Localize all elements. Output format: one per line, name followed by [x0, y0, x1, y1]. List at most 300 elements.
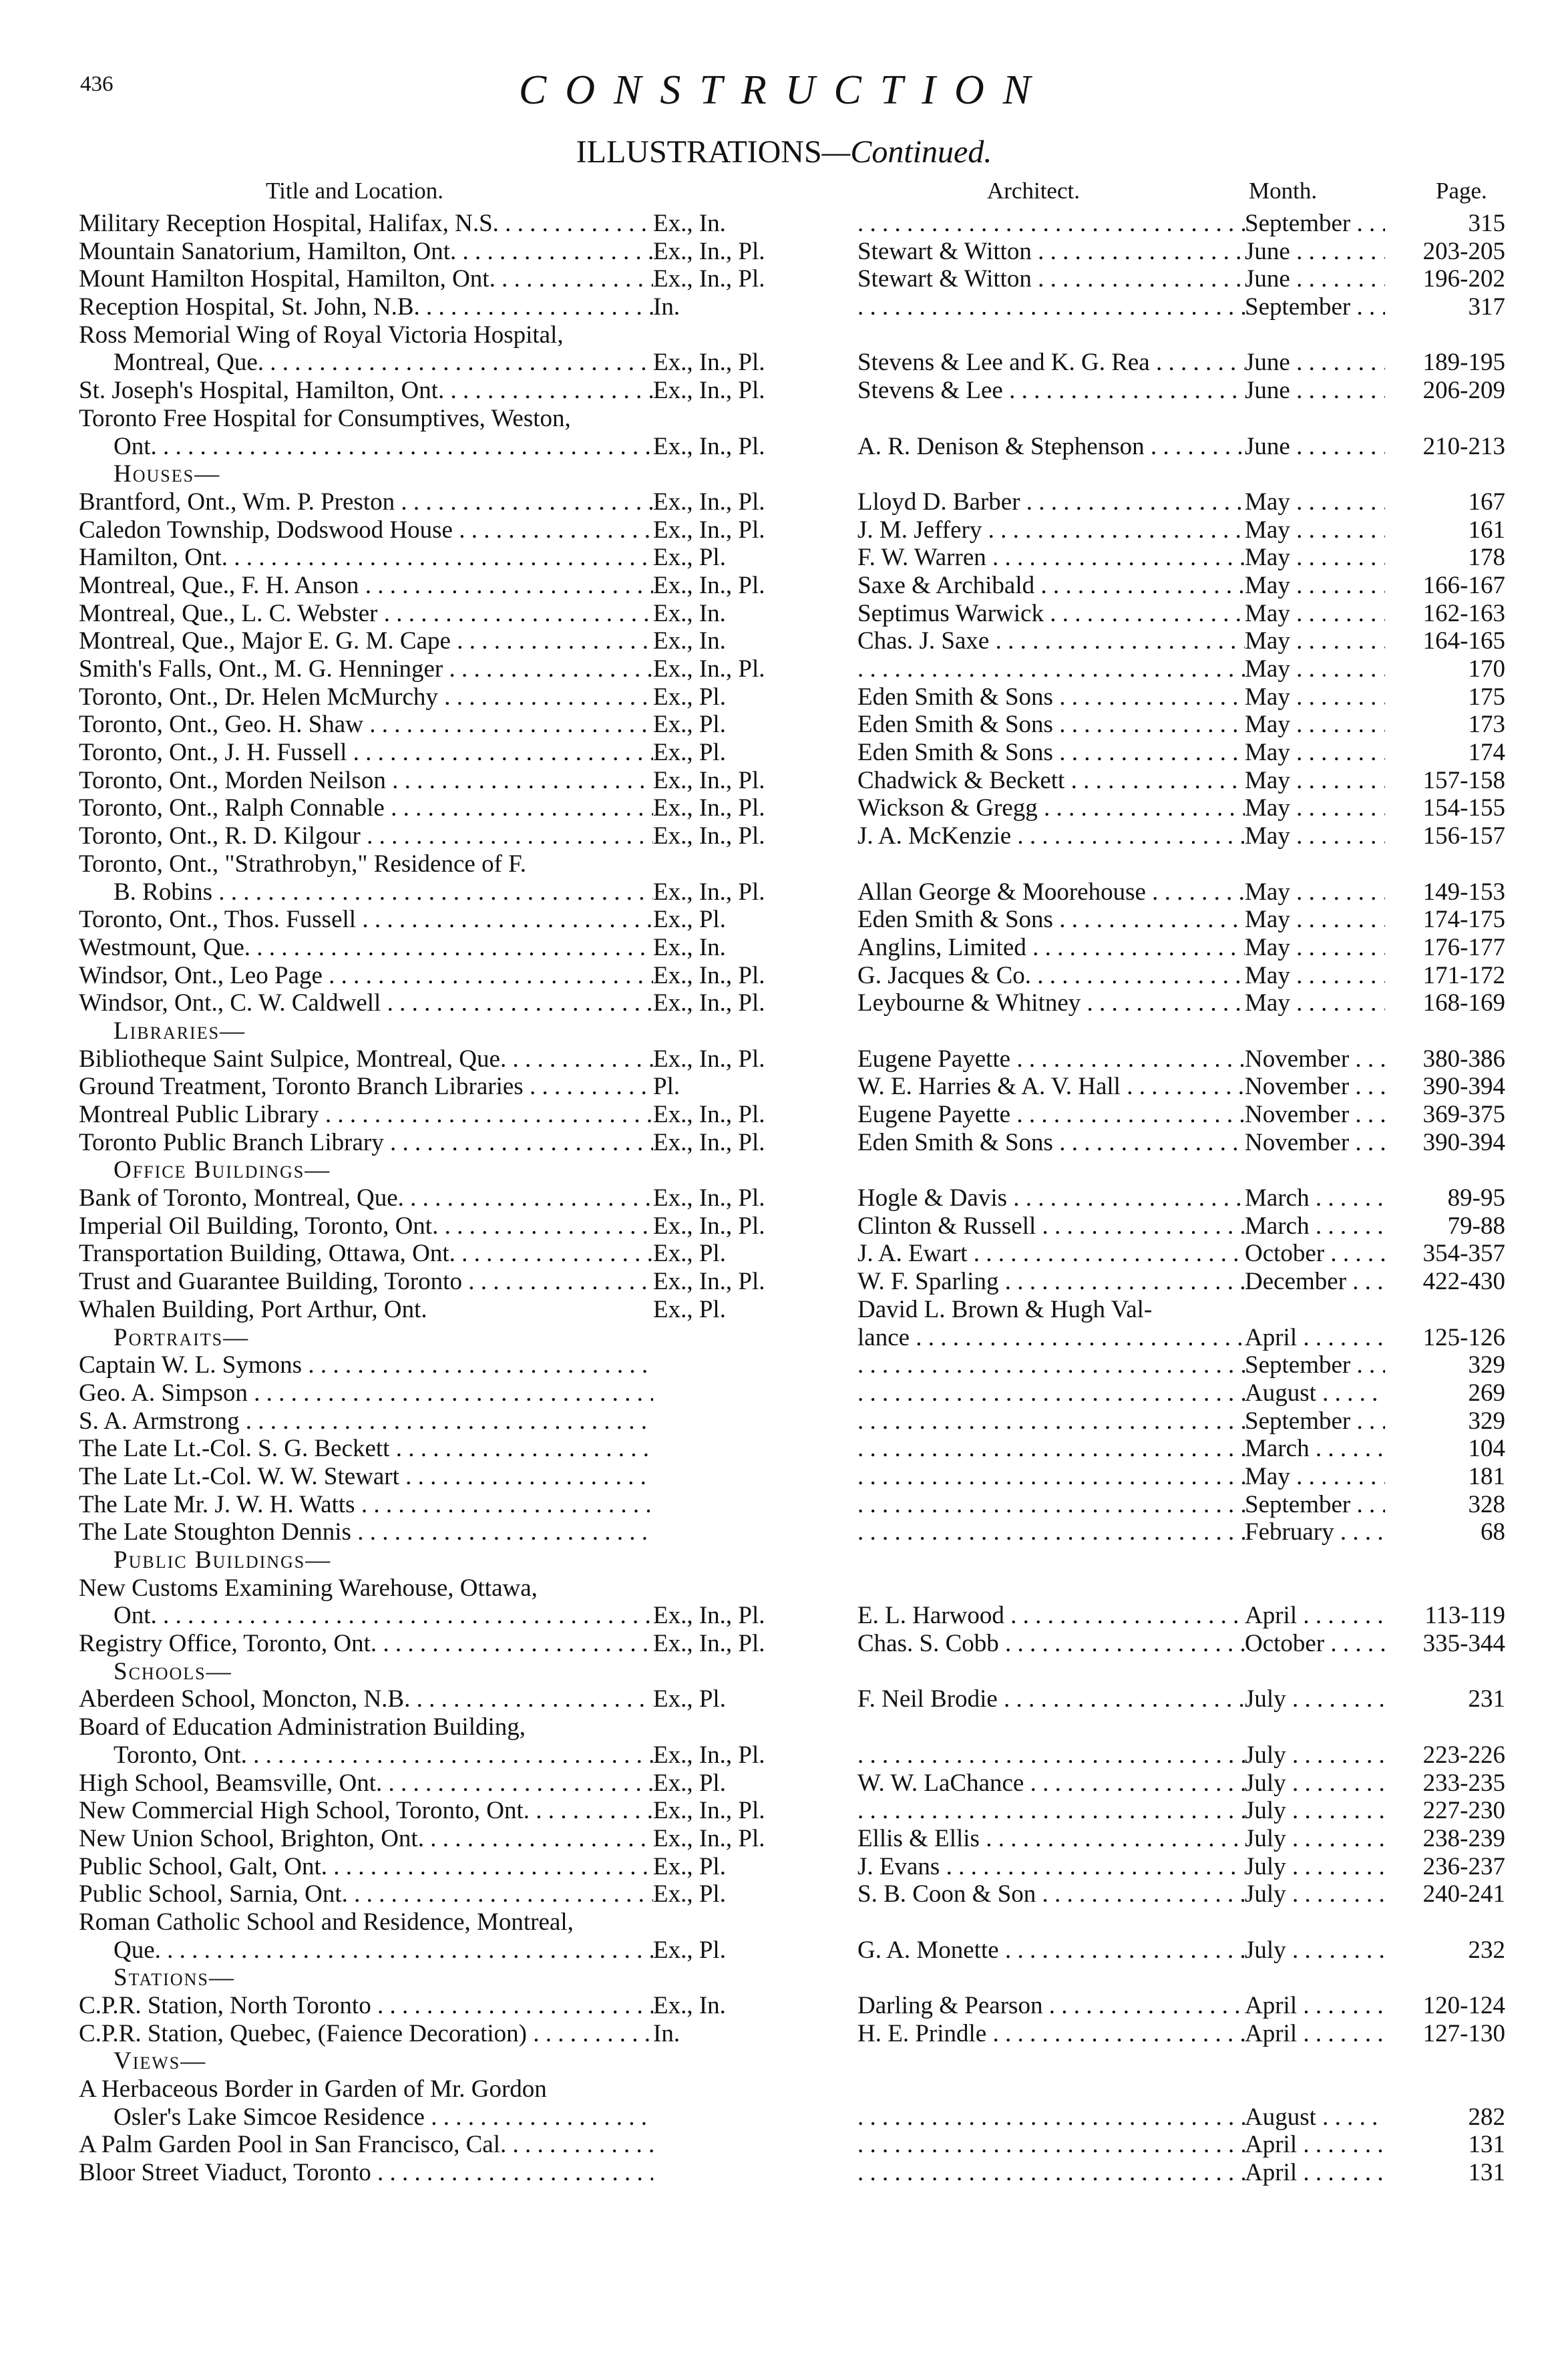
entry-architect: J. A. Ewart . . . [857, 1240, 1245, 1268]
entry-title: Toronto, Ont., Ralph Connable . . . [79, 794, 653, 822]
entry-type: Ex., In., Pl. [653, 878, 765, 906]
entry-page: 171-172 [1422, 961, 1505, 989]
index-entry [0, 572, 1568, 600]
entry-type: Ex., In. [653, 210, 726, 237]
category-label: Views— [114, 2047, 207, 2075]
entry-title: Toronto, Ont., "Strathrobyn," Residence of F. [79, 850, 527, 878]
section-title-text: ILLUSTRATIONS [576, 134, 822, 170]
section-title [0, 134, 1568, 170]
index-entry [0, 1073, 1568, 1101]
index-entry [0, 878, 1568, 906]
entry-title: Que. . . . [114, 1936, 653, 1965]
entry-month: June . . . [1245, 433, 1385, 461]
entry-page: 206-209 [1422, 377, 1505, 405]
entry-page: 210-213 [1422, 432, 1505, 460]
entry-title: Captain W. L. Symons . . . [79, 1351, 653, 1379]
index-entry [0, 1435, 1568, 1463]
index-entry [0, 405, 1568, 433]
entry-architect: David L. Brown & Hugh Val- [857, 1295, 1153, 1323]
entry-page: 189-195 [1422, 349, 1505, 377]
entry-type: Ex., Pl. [653, 906, 726, 934]
entry-architect [857, 1351, 1245, 1379]
entry-type: Ex., In., Pl. [653, 1741, 765, 1769]
entry-architect: Septimus Warwick . . . [857, 600, 1245, 628]
entry-architect: G. A. Monette . . . [857, 1936, 1245, 1965]
index-entry [0, 989, 1568, 1017]
entry-type: Ex., Pl. [653, 1880, 726, 1908]
entry-month: June . . . [1245, 238, 1385, 266]
index-entry [0, 962, 1568, 990]
category-label: Houses— [114, 460, 221, 488]
entry-month: September . . . [1245, 1407, 1385, 1435]
index-entry [0, 293, 1568, 321]
entry-month: July . . . [1245, 1685, 1385, 1713]
entry-type: Ex., In., Pl. [653, 1797, 765, 1825]
entry-title: Montreal, Que., Major E. G. M. Cape . . . [79, 627, 653, 655]
index-entry [0, 1184, 1568, 1212]
entry-month: May . . . [1245, 572, 1385, 600]
entry-month: July . . . [1245, 1936, 1385, 1965]
index-entry [0, 1351, 1568, 1379]
category-label: Office Buildings— [114, 1156, 331, 1184]
entry-page: 390-394 [1422, 1073, 1505, 1101]
entry-title: Toronto, Ont., Geo. H. Shaw . . . [79, 711, 653, 739]
entry-page: 167 [1468, 488, 1505, 516]
entry-title: C.P.R. Station, Quebec, (Faience Decoration) . . . [79, 2020, 653, 2048]
entry-month: March . . . [1245, 1212, 1385, 1240]
entry-type: Ex., Pl. [653, 1936, 726, 1964]
index-entry [0, 321, 1568, 349]
entry-title: Toronto, Ont., R. D. Kilgour . . . [79, 822, 653, 850]
entry-architect [857, 655, 1245, 683]
entry-title: The Late Lt.-Col. S. G. Beckett . . . [79, 1435, 653, 1463]
entry-type: Ex., In., Pl. [653, 822, 765, 850]
entry-architect: S. B. Coon & Son . . . [857, 1880, 1245, 1908]
entry-title: St. Joseph's Hospital, Hamilton, Ont. . . . [79, 377, 653, 405]
index-entry [0, 1407, 1568, 1435]
entry-page: 120-124 [1422, 1992, 1505, 2019]
index-entry [0, 544, 1568, 572]
index-entry [0, 794, 1568, 822]
entry-page: 317 [1468, 293, 1505, 321]
entry-month: April . . . [1245, 1602, 1385, 1630]
entry-page: 131 [1468, 2159, 1505, 2187]
index-entry [0, 767, 1568, 795]
index-entry [0, 349, 1568, 377]
entry-month: May . . . [1245, 516, 1385, 544]
entry-architect: Eden Smith & Sons . . . [857, 739, 1245, 767]
column-header-title: Title and Location. [266, 178, 444, 204]
entry-title: Ont. . . . [114, 433, 653, 461]
entry-title: Mount Hamilton Hospital, Hamilton, Ont. . . . [79, 265, 653, 293]
index-entry [0, 822, 1568, 850]
entry-type: Ex., In., Pl. [653, 989, 765, 1017]
entry-architect [857, 2103, 1245, 2132]
entry-architect: A. R. Denison & Stephenson . . . [857, 433, 1245, 461]
entry-page: 149-153 [1422, 878, 1505, 906]
entry-title: S. A. Armstrong . . . [79, 1407, 653, 1435]
entry-title: Transportation Building, Ottawa, Ont. . . . [79, 1240, 653, 1268]
entry-architect [857, 1741, 1245, 1769]
entry-type: Ex., In., Pl. [653, 432, 765, 460]
index-entry [0, 1129, 1568, 1157]
entry-page: 174 [1468, 739, 1505, 767]
entry-page: 175 [1468, 683, 1505, 711]
entry-month: April . . . [1245, 2131, 1385, 2159]
entry-month: May . . . [1245, 794, 1385, 822]
entry-type: Ex., In. [653, 1992, 726, 2019]
entry-title: C.P.R. Station, North Toronto . . . [79, 1992, 653, 2020]
entry-architect: Hogle & Davis . . . [857, 1184, 1245, 1212]
entry-month: July . . . [1245, 1880, 1385, 1908]
entry-page: 176-177 [1422, 933, 1505, 961]
entry-type: Ex., In., Pl. [653, 1184, 765, 1212]
entry-title: Bibliotheque Saint Sulpice, Montreal, Que. . . . [79, 1045, 653, 1073]
entry-page: 236-237 [1422, 1852, 1505, 1880]
entry-title: High School, Beamsville, Ont. . . . [79, 1769, 653, 1798]
index-entry [0, 1045, 1568, 1073]
entry-page: 174-175 [1422, 906, 1505, 934]
entry-title: A Palm Garden Pool in San Francisco, Cal. . . . [79, 2131, 653, 2159]
index-entry [0, 655, 1568, 683]
index-entry [0, 1379, 1568, 1407]
column-header-architect: Architect. [987, 178, 1080, 204]
entry-architect [857, 1797, 1245, 1825]
entry-title: Toronto Free Hospital for Consumptives, Weston, [79, 404, 571, 432]
entry-architect: Chadwick & Beckett . . . [857, 767, 1245, 795]
entry-type: Ex., In., Pl. [653, 488, 765, 516]
entry-title: Public School, Galt, Ont. . . . [79, 1853, 653, 1881]
entry-month: May . . . [1245, 1463, 1385, 1491]
entry-page: 157-158 [1422, 766, 1505, 794]
entry-title: Toronto, Ont. . . . [114, 1741, 653, 1769]
journal-title: CONSTRUCTION [518, 67, 1050, 113]
entry-month: May . . . [1245, 767, 1385, 795]
entry-type: Ex., In. [653, 933, 726, 961]
entry-architect: Eugene Payette . . . [857, 1101, 1245, 1129]
entry-type: In. [653, 293, 680, 321]
entry-architect [857, 1407, 1245, 1435]
entry-month: November . . . [1245, 1129, 1385, 1157]
index-entry [0, 1268, 1568, 1296]
entry-architect: W. E. Harries & A. V. Hall . . . [857, 1073, 1245, 1101]
entry-architect: G. Jacques & Co. . . . [857, 962, 1245, 990]
entry-month: November . . . [1245, 1101, 1385, 1129]
entry-title: Ross Memorial Wing of Royal Victoria Hospital, [79, 321, 564, 349]
entry-architect [857, 2131, 1245, 2159]
entry-page: 269 [1468, 1379, 1505, 1407]
index-entry [0, 1992, 1568, 2020]
entry-page: 335-344 [1422, 1630, 1505, 1658]
entry-architect: Eden Smith & Sons . . . [857, 906, 1245, 934]
entry-page: 173 [1468, 711, 1505, 739]
entry-type: Ex., In., Pl. [653, 265, 765, 293]
entry-page: 240-241 [1422, 1880, 1505, 1908]
entry-page: 162-163 [1422, 599, 1505, 627]
entry-month: July . . . [1245, 1797, 1385, 1825]
index-entry [0, 1853, 1568, 1881]
entry-title: New Union School, Brighton, Ont. . . . [79, 1825, 653, 1853]
entry-page: 329 [1468, 1351, 1505, 1379]
entry-title: Imperial Oil Building, Toronto, Ont. . . . [79, 1212, 653, 1240]
index-entry [0, 600, 1568, 628]
index-entry [0, 850, 1568, 878]
entry-architect: Chas. S. Cobb . . . [857, 1630, 1245, 1658]
entry-architect: J. Evans . . . [857, 1853, 1245, 1881]
index-entry [0, 1212, 1568, 1240]
entry-type: Ex., Pl. [653, 739, 726, 767]
entry-title: Windsor, Ont., C. W. Caldwell . . . [79, 989, 653, 1017]
index-entry [0, 934, 1568, 962]
entry-architect: F. W. Warren . . . [857, 544, 1245, 572]
entry-page: 68 [1481, 1518, 1505, 1546]
entry-page: 390-394 [1422, 1128, 1505, 1156]
entry-month: April . . . [1245, 1324, 1385, 1352]
entry-page: 422-430 [1422, 1268, 1505, 1296]
index-entry [0, 488, 1568, 516]
entry-architect [857, 1379, 1245, 1407]
entry-architect: Saxe & Archibald . . . [857, 572, 1245, 600]
index-entry [0, 711, 1568, 739]
index-entry [0, 2103, 1568, 2132]
entry-month: June . . . [1245, 265, 1385, 293]
entry-type: Ex., In., Pl. [653, 655, 765, 683]
entry-title: Toronto, Ont., Dr. Helen McMurchy . . . [79, 683, 653, 711]
entry-architect [857, 1435, 1245, 1463]
entry-page: 181 [1468, 1462, 1505, 1490]
entry-title: Caledon Township, Dodswood House . . . [79, 516, 653, 544]
column-header-month: Month. [1249, 178, 1318, 204]
entry-month: May . . . [1245, 989, 1385, 1017]
entry-title: Montreal, Que., L. C. Webster . . . [79, 600, 653, 628]
entry-architect [857, 1463, 1245, 1491]
entry-month: May . . . [1245, 655, 1385, 683]
category-heading [0, 1324, 1568, 1352]
entry-month: April . . . [1245, 1992, 1385, 2020]
entry-title: Trust and Guarantee Building, Toronto . . . [79, 1268, 653, 1296]
entry-architect: Eden Smith & Sons . . . [857, 711, 1245, 739]
index-entry [0, 377, 1568, 405]
entry-page: 315 [1468, 210, 1505, 237]
entry-month: May . . . [1245, 711, 1385, 739]
entry-month: September . . . [1245, 1491, 1385, 1519]
entry-title: Military Reception Hospital, Halifax, N.S. . . . [79, 210, 653, 238]
entry-architect: W. F. Sparling . . . [857, 1268, 1245, 1296]
entry-title: Roman Catholic School and Residence, Montreal, [79, 1908, 574, 1936]
entry-title: Toronto, Ont., J. H. Fussell . . . [79, 739, 653, 767]
entry-title: Whalen Building, Port Arthur, Ont. [79, 1295, 427, 1323]
entry-type: Ex., In., Pl. [653, 766, 765, 794]
category-label: Public Buildings— [114, 1546, 332, 1574]
entry-type: Ex., In., Pl. [653, 1268, 765, 1296]
entry-type: Ex., Pl. [653, 683, 726, 711]
entry-page: 131 [1468, 2131, 1505, 2159]
entry-month: September . . . [1245, 1351, 1385, 1379]
entry-architect [857, 2159, 1245, 2187]
entry-architect: Stewart & Witton . . . [857, 265, 1245, 293]
entry-title: Board of Education Administration Building, [79, 1713, 526, 1741]
entry-architect: J. M. Jeffery . . . [857, 516, 1245, 544]
entry-type: Ex., In., Pl. [653, 1630, 765, 1658]
category-heading [0, 1017, 1568, 1045]
entry-architect: Eden Smith & Sons . . . [857, 1129, 1245, 1157]
entry-month: October . . . [1245, 1630, 1385, 1658]
entry-title: Bloor Street Viaduct, Toronto . . . [79, 2159, 653, 2187]
index-entries [0, 210, 1568, 2187]
entry-architect: J. A. McKenzie . . . [857, 822, 1245, 850]
entry-type: Ex., In., Pl. [653, 349, 765, 377]
entry-page: 125-126 [1422, 1323, 1505, 1351]
entry-type: Ex., In., Pl. [653, 237, 765, 265]
entry-page: 282 [1468, 2103, 1505, 2131]
entry-title: New Commercial High School, Toronto, Ont. . . . [79, 1797, 653, 1825]
entry-title: Ground Treatment, Toronto Branch Libraries . . . [79, 1073, 653, 1101]
category-heading [0, 1156, 1568, 1184]
index-entry [0, 1908, 1568, 1936]
entry-title: The Late Stoughton Dennis . . . [79, 1518, 653, 1546]
entry-type: Ex., Pl. [653, 711, 726, 739]
index-entry [0, 210, 1568, 238]
entry-page: 223-226 [1422, 1741, 1505, 1769]
index-entry [0, 1101, 1568, 1129]
index-entry [0, 627, 1568, 655]
entry-type: Ex., In., Pl. [653, 794, 765, 822]
entry-page: 227-230 [1422, 1797, 1505, 1825]
entry-title: Montreal Public Library . . . [79, 1101, 653, 1129]
entry-title: Registry Office, Toronto, Ont. . . . [79, 1630, 653, 1658]
entry-type: Ex., In., Pl. [653, 1602, 765, 1630]
index-entry [0, 1880, 1568, 1908]
entry-page: 154-155 [1422, 794, 1505, 822]
entry-month: July . . . [1245, 1825, 1385, 1853]
entry-architect: Eugene Payette . . . [857, 1045, 1245, 1073]
entry-architect [857, 1518, 1245, 1546]
entry-page: 166-167 [1422, 571, 1505, 599]
entry-page: 104 [1468, 1435, 1505, 1463]
entry-page: 156-157 [1422, 822, 1505, 850]
entry-architect [857, 293, 1245, 321]
entry-type: Ex., In., Pl. [653, 377, 765, 405]
entry-type: In. [653, 2019, 680, 2047]
entry-month: May . . . [1245, 934, 1385, 962]
entry-title: Smith's Falls, Ont., M. G. Henninger . . . [79, 655, 653, 683]
entry-month: April . . . [1245, 2020, 1385, 2048]
index-entry [0, 1630, 1568, 1658]
entry-title: Toronto, Ont., Morden Neilson . . . [79, 767, 653, 795]
index-entry [0, 2159, 1568, 2187]
index-entry [0, 265, 1568, 293]
category-label: Libraries— [114, 1017, 246, 1045]
entry-page: 203-205 [1422, 237, 1505, 265]
entry-architect: Clinton & Russell . . . [857, 1212, 1245, 1240]
index-entry [0, 1463, 1568, 1491]
entry-title: A Herbaceous Border in Garden of Mr. Gordon [79, 2075, 547, 2103]
entry-title: Aberdeen School, Moncton, N.B. . . . [79, 1685, 653, 1713]
entry-architect: E. L. Harwood . . . [857, 1602, 1245, 1630]
index-entry [0, 1741, 1568, 1769]
entry-page: 380-386 [1422, 1045, 1505, 1073]
entry-page: 328 [1468, 1490, 1505, 1518]
entry-type: Ex., In., Pl. [653, 516, 765, 544]
index-entry [0, 739, 1568, 767]
entry-architect: Ellis & Ellis . . . [857, 1825, 1245, 1853]
entry-month: May . . . [1245, 739, 1385, 767]
entry-page: 196-202 [1422, 265, 1505, 293]
entry-page: 231 [1468, 1685, 1505, 1713]
entry-title: Bank of Toronto, Montreal, Que. . . . [79, 1184, 653, 1212]
entry-title: B. Robins . . . [114, 878, 653, 906]
entry-page: 369-375 [1422, 1101, 1505, 1128]
entry-type: Ex., Pl. [653, 1240, 726, 1268]
entry-page: 168-169 [1422, 989, 1505, 1017]
category-heading [0, 2047, 1568, 2075]
category-heading [0, 460, 1568, 488]
entry-page: 233-235 [1422, 1769, 1505, 1797]
index-entry [0, 1296, 1568, 1324]
entry-page: 232 [1468, 1936, 1505, 1964]
entry-type: Ex., In., Pl. [653, 1824, 765, 1852]
entry-type: Ex., Pl. [653, 1852, 726, 1880]
entry-month: May . . . [1245, 627, 1385, 655]
entry-type: Ex., In., Pl. [653, 571, 765, 599]
entry-title: New Customs Examining Warehouse, Ottawa, [79, 1574, 538, 1602]
index-entry [0, 516, 1568, 544]
entry-month: May . . . [1245, 906, 1385, 934]
entry-architect: Leybourne & Whitney . . . [857, 989, 1245, 1017]
entry-month: July . . . [1245, 1853, 1385, 1881]
index-entry [0, 1825, 1568, 1853]
index-entry [0, 433, 1568, 461]
entry-architect: F. Neil Brodie . . . [857, 1685, 1245, 1713]
entry-title: Windsor, Ont., Leo Page . . . [79, 962, 653, 990]
entry-month: June . . . [1245, 349, 1385, 377]
index-entry [0, 1574, 1568, 1602]
category-heading [0, 1546, 1568, 1574]
index-entry [0, 238, 1568, 266]
index-entry [0, 906, 1568, 934]
entry-title: Toronto Public Branch Library . . . [79, 1129, 653, 1157]
entry-architect: lance . . . [857, 1324, 1245, 1352]
entry-architect: H. E. Prindle . . . [857, 2020, 1245, 2048]
index-entry [0, 1797, 1568, 1825]
index-entry [0, 1602, 1568, 1630]
column-header-page: Page. [1436, 178, 1487, 204]
entry-page: 164-165 [1422, 627, 1505, 655]
index-entry [0, 1518, 1568, 1546]
entry-title: Geo. A. Simpson . . . [79, 1379, 653, 1407]
entry-type: Ex., In., Pl. [653, 1212, 765, 1240]
index-entry [0, 2075, 1568, 2103]
entry-month: November . . . [1245, 1073, 1385, 1101]
entry-month: April . . . [1245, 2159, 1385, 2187]
index-entry [0, 1769, 1568, 1798]
entry-month: July . . . [1245, 1769, 1385, 1798]
entry-page: 89-95 [1447, 1184, 1505, 1212]
entry-title: Mountain Sanatorium, Hamilton, Ont. . . . [79, 238, 653, 266]
entry-type: Pl. [653, 1073, 680, 1101]
index-entry [0, 1240, 1568, 1268]
entry-architect: Wickson & Gregg . . . [857, 794, 1245, 822]
entry-month: May . . . [1245, 683, 1385, 711]
entry-title: Montreal, Que. . . . [114, 349, 653, 377]
category-heading [0, 1658, 1568, 1686]
entry-architect: Chas. J. Saxe . . . [857, 627, 1245, 655]
entry-month: May . . . [1245, 822, 1385, 850]
entry-month: August . . . [1245, 2103, 1385, 2132]
entry-type: Ex., In. [653, 627, 726, 655]
entry-title: The Late Lt.-Col. W. W. Stewart . . . [79, 1463, 653, 1491]
entry-architect: Darling & Pearson . . . [857, 1992, 1245, 2020]
